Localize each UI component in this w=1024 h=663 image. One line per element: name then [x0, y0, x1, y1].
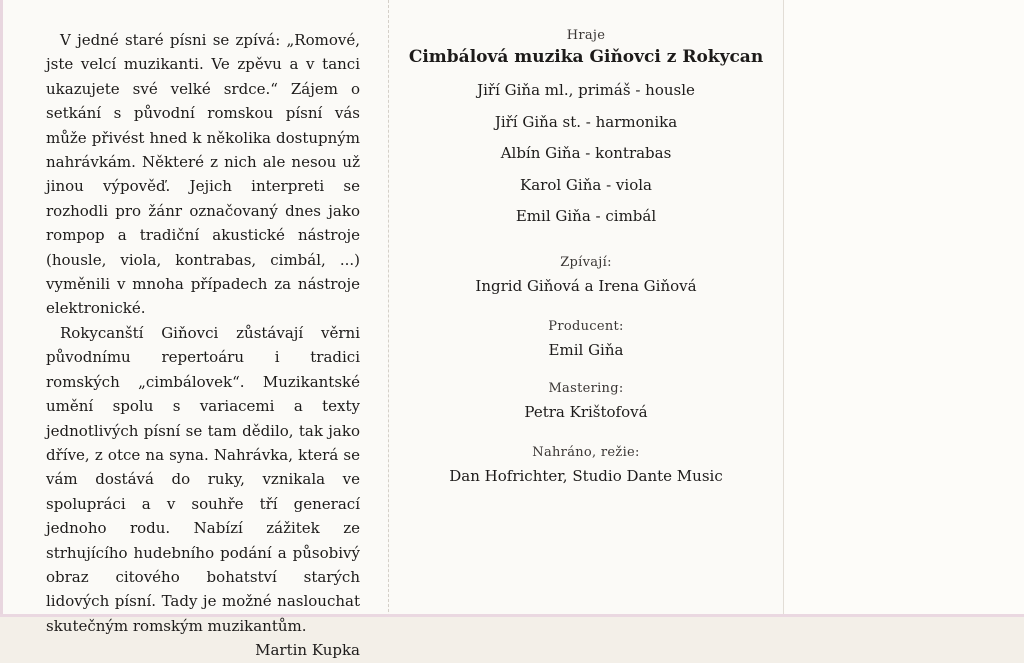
recorded-value: Dan Hofrichter, Studio Dante Music [449, 466, 723, 485]
mastering-label: Mastering: [548, 380, 624, 396]
producer-label: Producent: [548, 318, 624, 334]
vocals-label: Zpívají: [560, 254, 612, 270]
member-item: Jiří Giňa ml., primáš - housle [477, 81, 695, 99]
member-item: Albín Giňa - kontrabas [500, 144, 672, 162]
producer-value: Emil Giňa [548, 340, 624, 359]
fold-line-right [783, 0, 784, 617]
right-panel [784, 0, 1024, 617]
recorded-label: Nahráno, režie: [532, 444, 640, 460]
plays-label: Hraje [566, 28, 606, 43]
credits-column [389, 28, 783, 485]
member-list [389, 75, 783, 233]
paper-edge [0, 0, 3, 617]
band-name: Cimbálová muzika Giňovci z Rokycan [408, 47, 764, 67]
essay-paragraph-1: V jedné staré písni se zpívá: „Romové, jste velcí muzikanti. Ve zpěvu a v tanci ukazujete své velké srdce.“ Zájem o setkání s původní romskou písní vás může přivést hned k několika dostupným nahrávkám. Některé z nich ale nesou už jinou výpověď. Jejich interpreti se rozhodli pro žánr označovaný dnes jako rompop a tradiční akustické nástroje (housle, viola, kontrabas, cimbál, ...) vyměnili v mnoha případech za nástroje elektronické. [46, 31, 360, 318]
liner-notes-essay [46, 28, 360, 663]
essay-signature: Martin Kupka [255, 641, 360, 660]
essay-paragraph-2: Rokycanští Giňovci zůstávají věrni původnímu repertoáru i tradici romských „cimbálovek“. Muzikantské umění spolu s variacemi a texty jednotlivých písní se tam dědilo, tak jako dříve, z otce na syna. Nahrávka, která se vám dostává do ruky, vznikala ve spolupráci a v souhře tří generací jednoho rodu. Nabízí zážitek ze strhujícího hudebního podání a působivý obraz citového bohatství starých lidových písní. Tady je možné naslouchat skutečným romským muzikantům. [46, 323, 360, 635]
member-item: Karol Giňa - viola [520, 175, 652, 194]
member-item: Emil Giňa - cimbál [515, 207, 657, 225]
member-item: Jiří Giňa st. - harmonika [494, 112, 678, 131]
mastering-value: Petra Krištofová [524, 402, 648, 421]
vocals-value: Ingrid Giňová a Irena Giňová [475, 276, 697, 295]
